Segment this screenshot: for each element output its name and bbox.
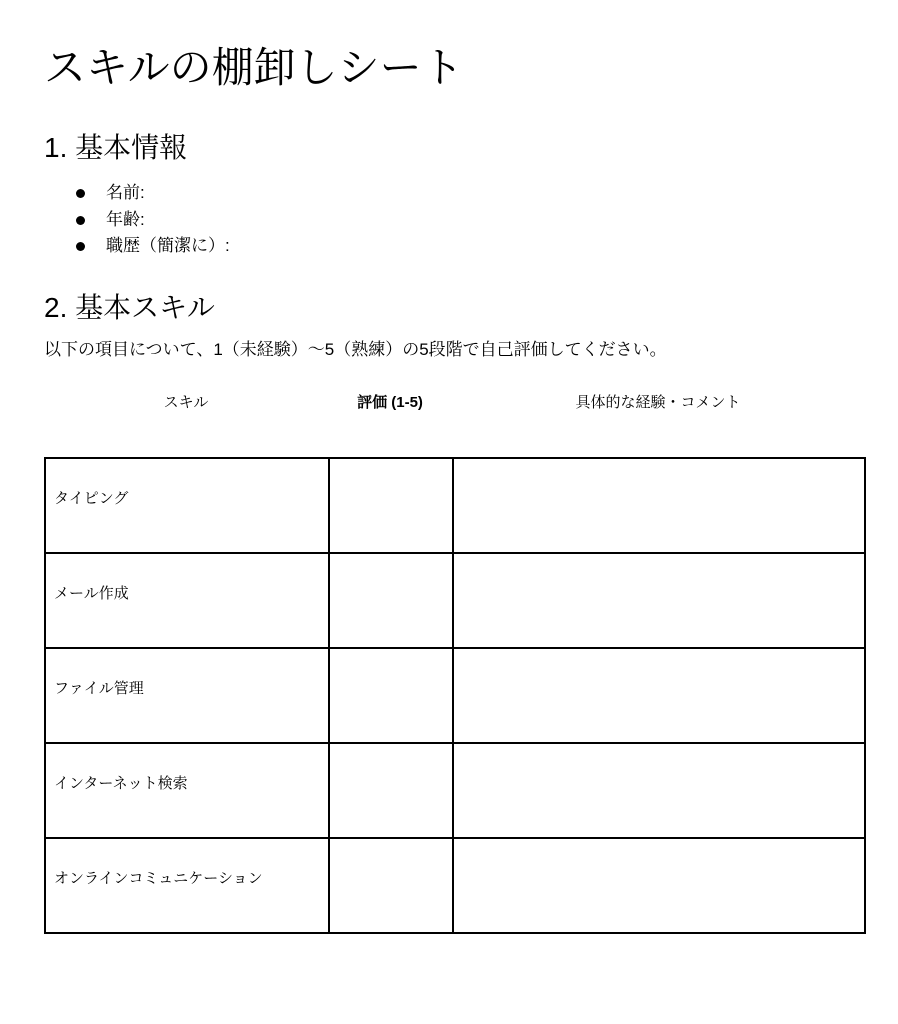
table-row: [45, 743, 865, 838]
basic-info-label: 名前:: [106, 183, 145, 202]
comment-cell[interactable]: [453, 648, 865, 743]
rating-cell[interactable]: [329, 838, 453, 933]
instruction-text: 以下の項目について、1（未経験）〜5（熟練）の5段階で自己評価してください。: [44, 340, 667, 359]
bullet-icon: [76, 242, 85, 251]
table-row: [45, 648, 865, 743]
comment-cell[interactable]: [453, 838, 865, 933]
comment-cell[interactable]: [453, 743, 865, 838]
basic-info-list: [76, 180, 230, 260]
comment-cell[interactable]: [453, 458, 865, 553]
column-header-rating: 評価 (1-5): [357, 394, 423, 411]
rating-cell[interactable]: [329, 648, 453, 743]
skill-name-cell: オンラインコミュニケーション: [45, 838, 329, 933]
skills-table: [44, 457, 866, 934]
comment-cell[interactable]: [453, 553, 865, 648]
skill-name-cell: タイピング: [45, 458, 329, 553]
column-header-comment: 具体的な経験・コメント: [575, 394, 741, 411]
bullet-icon: [76, 189, 85, 198]
table-row: [45, 553, 865, 648]
rating-cell[interactable]: [329, 458, 453, 553]
basic-info-label: 職歴（簡潔に）:: [106, 236, 230, 255]
basic-info-item-name: [76, 180, 230, 207]
basic-info-label: 年齢:: [106, 209, 145, 229]
rating-cell[interactable]: [329, 553, 453, 648]
table-row: [45, 838, 865, 933]
column-header-skill: スキル: [163, 394, 209, 411]
bullet-icon: [76, 216, 85, 225]
section2-heading: 2. 基本スキル: [44, 292, 215, 323]
skill-name-cell: ファイル管理: [45, 648, 329, 743]
document-title: スキルの棚卸しシート: [44, 44, 464, 91]
table-row: [45, 458, 865, 553]
basic-info-item-career: [76, 233, 230, 260]
rating-cell[interactable]: [329, 743, 453, 838]
section1-heading: 1. 基本情報: [44, 132, 188, 163]
skill-name-cell: インターネット検索: [45, 743, 329, 838]
skill-name-cell: メール作成: [45, 553, 329, 648]
basic-info-item-age: [76, 207, 230, 234]
